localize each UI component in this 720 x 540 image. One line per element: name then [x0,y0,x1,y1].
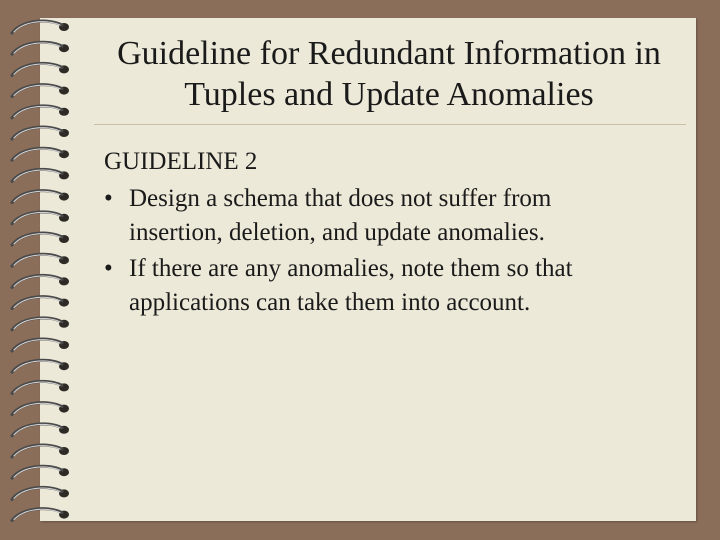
bullet-2-line-1: If there are any anomalies, note them so that [129,255,573,282]
title-divider [94,124,686,125]
bullet-2-line-2: applications can take them into account. [129,289,531,316]
binding-ring [12,148,69,160]
binding-ring [12,127,69,139]
binding-ring [12,275,69,287]
slide-title-line-1: Guideline for Redundant Information in [117,35,661,72]
binding-ring [12,233,69,245]
bullet-item [104,182,664,250]
binding-ring [12,360,69,372]
binding-ring [12,297,69,309]
spiral-binding-icon [0,0,90,540]
binding-ring [12,212,69,224]
binding-ring [12,339,69,351]
binding-ring [12,318,69,330]
binding-ring [12,487,69,499]
binding-ring [12,381,69,393]
binding-ring [12,169,69,181]
binding-ring [12,424,69,436]
binding-ring [12,106,69,118]
binding-ring [12,85,69,97]
binding-ring [12,445,69,457]
slide-title-line-2: Tuples and Update Anomalies [184,76,594,113]
binding-ring [12,509,69,521]
bullet-icon: • [104,185,113,212]
binding-ring [12,466,69,478]
bullet-list [104,182,664,322]
slide-title [92,33,686,115]
binding-ring [12,63,69,75]
guideline-heading: GUIDELINE 2 [104,148,258,175]
binding-ring [12,21,69,33]
bullet-1-line-2: insertion, deletion, and update anomalies. [129,219,545,246]
binding-ring [12,403,69,415]
bullet-icon: • [104,255,113,282]
bullet-1-line-1: Design a schema that does not suffer from [129,185,552,212]
binding-ring [12,254,69,266]
binding-ring [12,191,69,203]
binding-ring [12,42,69,54]
bullet-item [104,252,664,320]
